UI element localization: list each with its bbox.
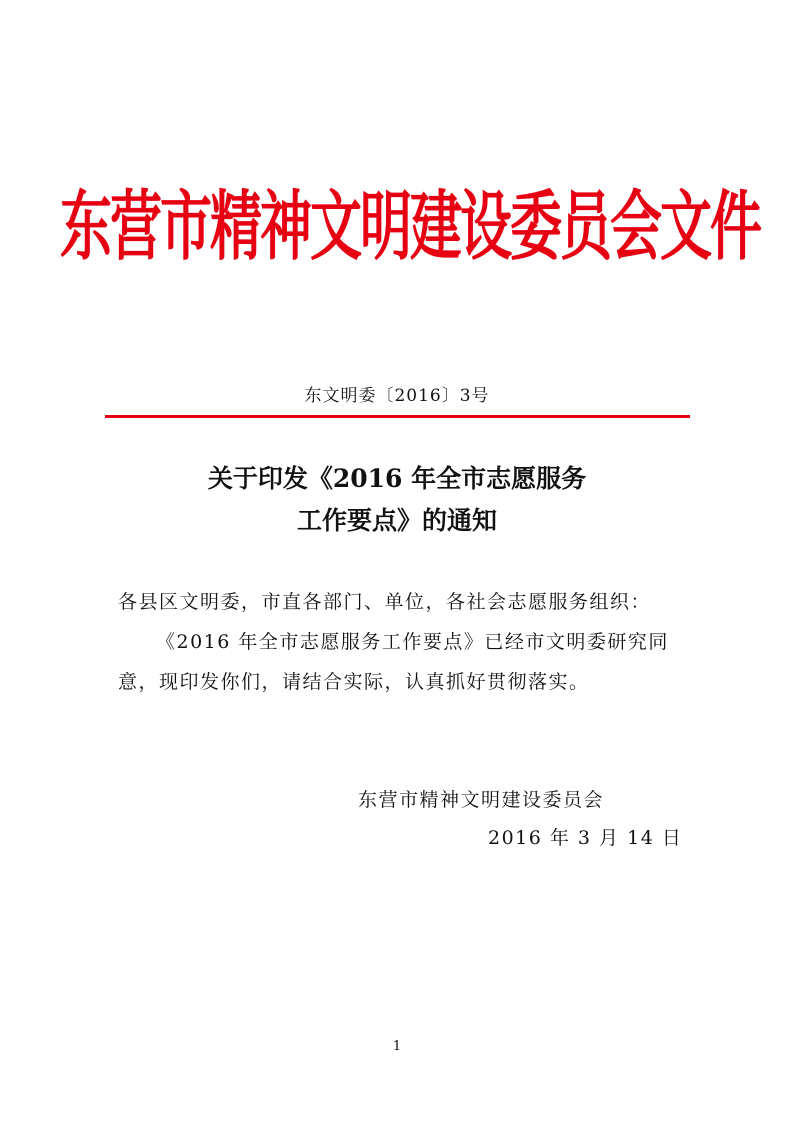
issue-date: 2016 年 3 月 14 日 <box>488 827 683 849</box>
notice-title-line-2: 工作要点》的通知 <box>296 506 497 535</box>
notice-title-line-1: 关于印发《2016 年全市志愿服务 <box>207 464 587 493</box>
page-number: 1 <box>392 1039 402 1054</box>
issuer-signature: 东营市精神文明建设委员会 <box>358 789 605 811</box>
document-number: 东文明委〔2016〕3号 <box>304 386 490 406</box>
notice-body <box>118 582 693 702</box>
notice-title <box>0 458 794 542</box>
masthead-title: 东营市精神文明建设委员会文件 <box>60 184 761 272</box>
salutation: 各县区文明委，市直各部门、单位，各社会志愿服务组织： <box>118 591 652 613</box>
body-paragraph: 《2016 年全市志愿服务工作要点》已经市文明委研究同意，现印发你们，请结合实际，认真抓好贯彻落实。 <box>118 631 669 693</box>
red-separator-line <box>105 415 690 418</box>
